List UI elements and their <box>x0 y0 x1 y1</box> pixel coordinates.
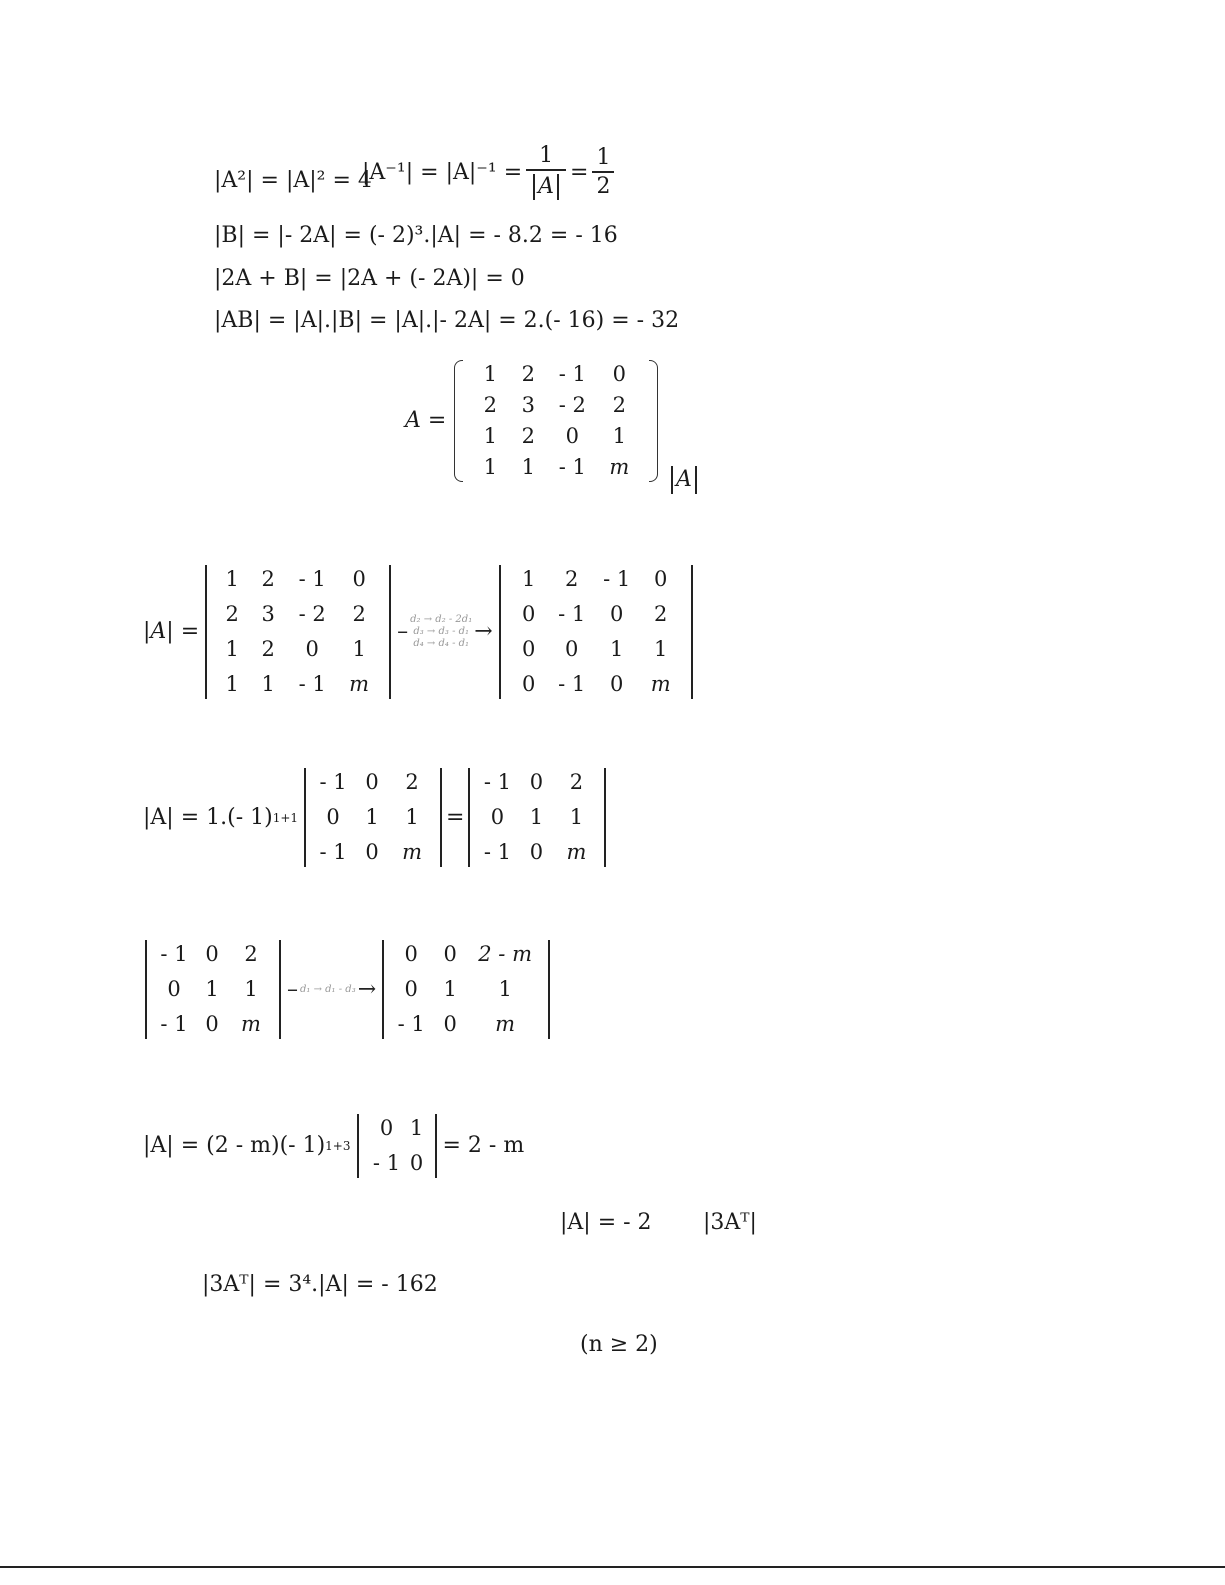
row-operation: d₃ → d₃ - d₁ <box>413 626 470 637</box>
arrow-tail: – <box>287 976 298 1002</box>
matrix-cell: 2 <box>405 770 419 794</box>
matrix-cell: 1 <box>405 805 419 829</box>
matrix-cell: 1 <box>225 637 239 661</box>
matrix-cell: 0 <box>521 672 536 696</box>
matrix-cell: 0 <box>352 567 366 591</box>
equals-sign: = <box>570 159 589 185</box>
eq-text: |B| = |- 2A| = (- 2)³.|A| = - 8.2 = - 16 <box>214 223 618 248</box>
eq-text: |2A + B| = |2A + (- 2A)| = 0 <box>214 266 525 291</box>
condition-n <box>580 1334 658 1356</box>
det-bar <box>279 940 281 1039</box>
matrix-cell: m <box>402 840 422 864</box>
matrix-cell: 2 <box>653 602 668 626</box>
matrix-cell: 2 <box>483 393 498 417</box>
matrix-cell: - 1 <box>603 567 631 591</box>
det-bar <box>604 768 606 867</box>
matrix-cell: 1 <box>225 567 239 591</box>
matrix-cell: - 1 <box>483 770 512 794</box>
matrix-cell: 1 <box>529 805 544 829</box>
matrix-cell: 2 <box>261 567 275 591</box>
matrix-cell: 0 <box>565 424 580 448</box>
eq-det-a-squared <box>214 170 372 192</box>
matrix-a-definition <box>405 360 658 482</box>
matrix-cell: m <box>495 1012 516 1036</box>
det-left <box>145 940 281 1039</box>
row-operation: d₁ → d₁ - d₃ <box>300 983 356 995</box>
matrix-cell: 0 <box>326 805 340 829</box>
matrix-cell: 0 <box>167 977 181 1001</box>
matrix-cell: 1 <box>569 805 584 829</box>
matrix-cell: - 1 <box>397 1012 425 1036</box>
matrix-cell: - 1 <box>558 455 586 479</box>
arrow-head-icon: → <box>357 976 377 1002</box>
matrix-cell: 1 <box>483 362 498 386</box>
matrix-cell: - 1 <box>319 840 347 864</box>
det-bar <box>389 565 391 699</box>
matrix-cell: 1 <box>521 455 536 479</box>
matrix-cell: 2 <box>352 602 366 626</box>
matrix-cell: 0 <box>609 672 624 696</box>
eq-text: |3Aᵀ| <box>703 1210 757 1235</box>
matrix-label: A = <box>405 408 447 433</box>
matrix-cell: 0 <box>365 770 379 794</box>
matrix-cell: 0 <box>529 840 544 864</box>
matrix-cell: 0 <box>205 1012 219 1036</box>
matrix-cell: 0 <box>521 637 536 661</box>
det-bar <box>691 565 693 699</box>
matrix-cell: 0 <box>379 1116 394 1140</box>
det-a-symbol <box>668 466 700 494</box>
matrix-cell: 2 <box>569 770 584 794</box>
matrix-cell: - 1 <box>483 840 512 864</box>
matrix-cell: - 1 <box>319 770 347 794</box>
arrow-tail: – <box>397 619 409 644</box>
eq-text: |A| = - 2 <box>560 1210 652 1235</box>
matrix-cell: m <box>349 672 370 696</box>
matrix-cell: - 1 <box>558 602 586 626</box>
matrix-cell: 1 <box>653 637 668 661</box>
matrix-cell: - 2 <box>298 602 326 626</box>
matrix-cell: - 1 <box>298 567 326 591</box>
matrix-cell: - 1 <box>372 1151 401 1175</box>
det-minor-1 <box>304 768 442 867</box>
matrix-cell: - 1 <box>558 362 586 386</box>
matrix-grid <box>359 1114 435 1178</box>
fraction-1-over-det-a <box>526 145 566 200</box>
row-operation: d₂ → d₂ - 2d₁ <box>410 614 473 625</box>
matrix-cell: 1 <box>609 637 624 661</box>
matrix-cell: 0 <box>365 840 379 864</box>
eq-text: (n ≥ 2) <box>580 1332 658 1357</box>
det-right <box>499 565 693 699</box>
fraction-one-half <box>592 147 614 198</box>
matrix-cell: 1 <box>498 977 512 1001</box>
matrix-cell: 2 <box>564 567 579 591</box>
matrix-cell: - 1 <box>160 1012 188 1036</box>
right-paren <box>649 360 658 482</box>
given-det-a <box>560 1212 652 1234</box>
matrix-cell: m <box>241 1012 261 1036</box>
matrix-grid <box>306 768 440 867</box>
row-operation-arrow <box>397 614 493 650</box>
matrix-cell: m <box>566 840 587 864</box>
matrix-cell: 2 <box>244 942 258 966</box>
matrix-cell: 1 <box>443 977 457 1001</box>
abs-bar <box>671 466 673 494</box>
matrix-cell: 0 <box>653 567 668 591</box>
matrix-cell: - 1 <box>558 672 586 696</box>
eq-det-2a-plus-b <box>214 268 525 290</box>
matrix-cell: 0 <box>205 942 219 966</box>
det-cofactor-expansion: |A| = 1.(- 1) 1+1 - 1 0 2 0 1 1 - 1 0 m = - 1 0 2 0 1 1 - 1 0 m <box>143 768 606 867</box>
result-det-3at <box>202 1274 438 1296</box>
matrix-cell: 0 <box>612 362 627 386</box>
left-paren <box>454 360 463 482</box>
matrix-grid <box>470 768 604 867</box>
matrix-cell: 0 <box>529 770 544 794</box>
matrix-cell: 2 <box>521 424 536 448</box>
matrix-cell: m <box>609 455 630 479</box>
matrix-grid <box>207 565 389 699</box>
arrow-head-icon: → <box>474 619 493 644</box>
row-operation: d₄ → d₄ - d₁ <box>413 638 470 649</box>
fraction-denominator <box>526 169 566 200</box>
matrix-cell: 2 <box>521 362 536 386</box>
matrix-cell: 0 <box>521 602 536 626</box>
fraction-numerator: 1 <box>539 143 554 168</box>
matrix-a <box>454 360 658 482</box>
eq-det-a-inverse <box>362 145 618 200</box>
matrix-cell: 0 <box>564 637 579 661</box>
det-label: |A| = <box>143 619 200 644</box>
row-operations <box>410 614 472 650</box>
matrix-cell: 2 <box>612 393 627 417</box>
eq-text: |3Aᵀ| = 3⁴.|A| = - 162 <box>202 1272 438 1297</box>
matrix-grid <box>501 565 691 699</box>
row-operation-arrow <box>287 976 377 1002</box>
det-row-reduction-1 <box>143 565 693 699</box>
det-right <box>382 940 550 1039</box>
given-det-3at <box>703 1212 757 1234</box>
eq-det-b <box>214 225 618 247</box>
page-bottom-rule <box>0 1566 1225 1568</box>
matrix-cell: 1 <box>261 672 275 696</box>
result-text: = 2 - m <box>442 1133 525 1158</box>
matrix-cell: 1 <box>244 977 258 1001</box>
det-bar <box>440 768 442 867</box>
matrix-cell: 3 <box>521 393 536 417</box>
matrix-cell: - 1 <box>298 672 326 696</box>
matrix-cell: 3 <box>261 602 275 626</box>
det-bar <box>435 1114 437 1178</box>
eq-text: |A⁻¹| = |A|⁻¹ = <box>362 159 523 185</box>
det-minor-2 <box>468 768 606 867</box>
det-left <box>205 565 391 699</box>
matrix-cell: 1 <box>483 424 498 448</box>
matrix-cell: 1 <box>225 672 239 696</box>
matrix-cell: 2 - m <box>478 942 532 966</box>
matrix-cell: 0 <box>409 1151 424 1175</box>
matrix-cell: 1 <box>352 637 366 661</box>
matrix-cell: 0 <box>305 637 319 661</box>
det-label: |A| = 1.(- 1) <box>143 804 273 830</box>
det-2x2 <box>357 1114 437 1178</box>
fraction-denominator: 2 <box>592 171 614 198</box>
matrix-cell: - 1 <box>160 942 188 966</box>
matrix-cell: 1 <box>483 455 498 479</box>
det-bar <box>548 940 550 1039</box>
matrix-cell: 1 <box>409 1116 424 1140</box>
eq-det-ab <box>214 310 679 332</box>
matrix-cell: 0 <box>490 805 505 829</box>
det-final-expansion: |A| = (2 - m)(- 1) 1+3 0 1 - 1 0 = 2 - m <box>143 1114 524 1178</box>
equals-sign: = <box>446 804 465 830</box>
row-operations <box>300 984 356 996</box>
matrix-cell: 2 <box>225 602 239 626</box>
matrix-cell: 0 <box>404 942 418 966</box>
matrix-grid <box>147 940 279 1039</box>
abs-bar <box>533 174 535 200</box>
matrix-grid <box>463 360 649 482</box>
det-symbol: A <box>538 174 555 199</box>
matrix-cell: 1 <box>612 424 627 448</box>
det-symbol: A <box>676 467 692 492</box>
det-row-reduction-2 <box>145 940 550 1039</box>
matrix-cell: 1 <box>521 567 536 591</box>
abs-bar <box>557 174 559 200</box>
matrix-cell: 0 <box>404 977 418 1001</box>
eq-text: |AB| = |A|.|B| = |A|.|- 2A| = 2.(- 16) = - 32 <box>214 308 680 333</box>
matrix-cell: 0 <box>443 1012 457 1036</box>
fraction-numerator: 1 <box>596 145 611 170</box>
matrix-cell: 1 <box>365 805 379 829</box>
abs-bar <box>695 466 697 494</box>
matrix-cell: - 2 <box>558 393 586 417</box>
matrix-grid <box>384 940 548 1039</box>
matrix-cell: 0 <box>443 942 457 966</box>
matrix-cell: m <box>650 672 671 696</box>
matrix-cell: 2 <box>261 637 275 661</box>
matrix-cell: 0 <box>609 602 624 626</box>
det-label: |A| = (2 - m)(- 1) <box>143 1133 326 1158</box>
matrix-cell: 1 <box>205 977 219 1001</box>
eq-text: |A²| = |A|² = 4 <box>214 168 372 193</box>
